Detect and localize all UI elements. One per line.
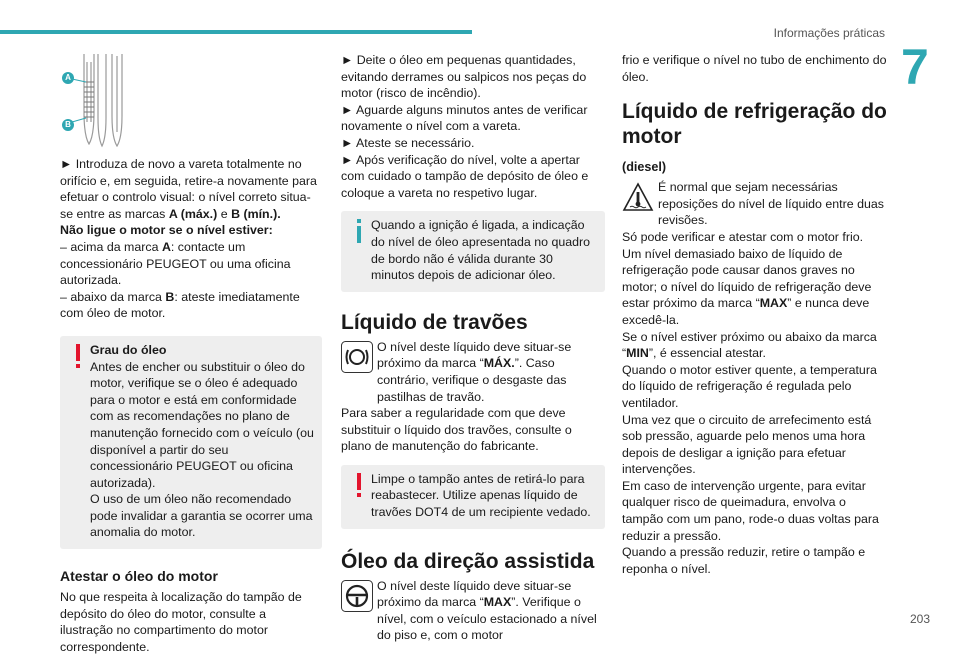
- bullet-refit: ► Após verificação do nível, volte a apertar com cuidado o tampão de depósito de óleo e coloque a vareta no respetivo lugar.: [341, 152, 589, 200]
- header-accent-bar: [0, 30, 472, 34]
- level-below-item: – abaixo da marca B: ateste imediatamente com óleo de motor.: [60, 289, 300, 321]
- column-1: [60, 52, 322, 655]
- coolant-text-2: Só pode verificar e atestar com o motor frio.: [622, 229, 864, 244]
- brake-replacement-text: Para saber a regularidade com que deve substituir o líquido dos travões, consulte o plano de manutenção do fabricante.: [341, 406, 572, 454]
- coolant-heading: Líquido de refrigeração do motor: [622, 100, 887, 149]
- bullet-pour: ► Deite o óleo em pequenas quantidades, evitando derrames ou salpicos nos peças do motor (risco de incêndio).: [341, 53, 587, 101]
- marker-b-label: B: [62, 119, 74, 131]
- level-above-item: – acima da marca A: contacte um concessionário PEUGEOT ou uma oficina autorizada.: [60, 239, 291, 288]
- dipstick-icon: [62, 52, 172, 150]
- chapter-number: 7: [901, 39, 929, 95]
- dipstick-illustration: [62, 52, 172, 150]
- coolant-text-7: Em caso de intervenção urgente, para evitar qualquer risco de queimadura, envolva o tampão com um pano, rode-o duas voltas para reduzir a pressão.: [622, 478, 879, 543]
- note-text: Antes de encher ou substituir o óleo do motor, verifique se o óleo é adequado para o motor e está em conformidade com as recomendações no plano de manutenção fornecido com o veículo (ou disponível a partir do seu concessionário PEUGEOT ou oficina autorizada).: [90, 359, 314, 490]
- topup-text: No que respeita à localização do tampão de depósito do óleo do motor, consulte a ilustração no compartimento do motor correspondente.: [60, 590, 302, 654]
- coolant-block: É normal que sejam necessárias reposições do nível de líquido entre duas revisões.: [622, 179, 890, 229]
- coolant-text-3: Um nível demasiado baixo de líquido de refrigeração pode causar danos graves no motor; o nível do líquido de refrigeração deve estar próximo da marca “MAX” e nunca deve excedê-la.: [622, 246, 872, 327]
- coolant-temperature-icon: [622, 181, 654, 213]
- note-text-2: O uso de um óleo não recomendado pode invalidar a garantia se ocorrer uma anomalia do motor.: [90, 492, 313, 540]
- info-note: [341, 211, 605, 291]
- brake-warning-icon: [341, 341, 373, 373]
- column-3: [622, 52, 890, 577]
- bullet-wait: ► Aguarde alguns minutos antes de verificar novamente o nível com a vareta.: [341, 102, 588, 134]
- note-title: Grau do óleo: [90, 342, 167, 357]
- exclamation-icon: [70, 344, 86, 370]
- page-number: 203: [910, 612, 931, 626]
- warning-heading: Não ligue o motor se o nível estiver:: [60, 223, 273, 238]
- info-icon: [351, 219, 367, 245]
- coolant-text-5: Quando o motor estiver quente, a temperatura do líquido de refrigeração é regulada pelo ventilador.: [622, 362, 877, 410]
- info-note-text: Quando a ignição é ligada, a indicação do nível de óleo apresentada no quadro de bordo não é válida durante 30 minutos depois de adicionar óleo.: [371, 218, 591, 283]
- section-title: Informações práticas: [773, 26, 885, 40]
- topup-heading: Atestar o óleo do motor: [60, 568, 218, 585]
- bullet-topup: ► Ateste se necessário.: [341, 135, 475, 150]
- steering-wheel-icon: [341, 580, 373, 612]
- column-2: [341, 52, 605, 644]
- diesel-label: (diesel): [622, 160, 667, 175]
- dipstick-instruction: ► Introduza de novo a vareta totalmente no orifício e, em seguida, retire-a novamente para efetuar o controlo visual: o nível correto situa-se entre as marcas A (máx.) e B (mín.).: [60, 157, 317, 221]
- coolant-text-8: Quando a pressão reduzir, retire o tampão e reponha o nível.: [622, 545, 866, 576]
- power-steering-heading: Óleo da direção assistida: [341, 549, 595, 573]
- oil-grade-note: [60, 336, 322, 549]
- brake-fluid-block: O nível deste líquido deve situar-se próximo da marca “MÁX.”. Caso contrário, verifique o desgaste das pastilhas de travão.: [341, 339, 605, 405]
- marker-a-label: A: [62, 72, 74, 84]
- brake-fluid-heading: Líquido de travões: [341, 310, 528, 334]
- steering-continued: frio e verifique o nível no tubo de enchimento do óleo.: [622, 53, 887, 84]
- brake-warning-note: [341, 465, 605, 529]
- coolant-text-4: Se o nível estiver próximo ou abaixo da marca “MIN”, é essencial atestar.: [622, 329, 877, 361]
- exclamation-icon: [351, 473, 367, 499]
- brake-warning-text: Limpe o tampão antes de retirá-lo para reabastecer. Utilize apenas líquido de travões DOT4 de um recipiente vedado.: [371, 471, 591, 520]
- coolant-text-6: Uma vez que o circuito de arrefecimento está sob pressão, aguarde pelo menos uma hora depois de desligar a ignição para efetuar intervenções.: [622, 412, 872, 477]
- steering-block: O nível deste líquido deve situar-se próximo da marca “MAX”. Verifique o nível, com o veículo estacionado a nível do piso e, com o motor: [341, 578, 605, 644]
